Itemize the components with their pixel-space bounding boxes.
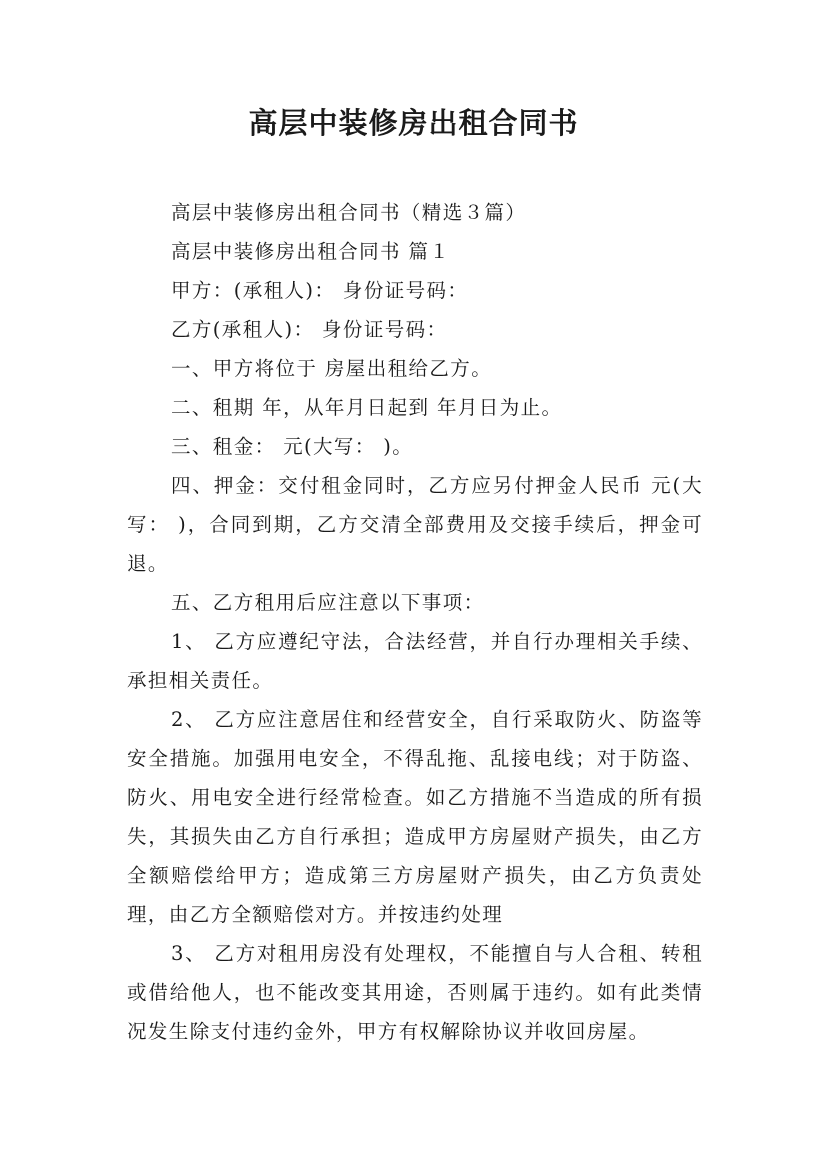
paragraph-section-heading: 高层中装修房出租合同书 篇１	[171, 240, 451, 263]
document-body	[127, 193, 703, 1051]
paragraph-clause-5: 五、乙方租用后应注意以下事项：	[171, 591, 485, 614]
paragraph-item-3: 3、 乙方对租用房没有处理权，不能擅自与人合租、转租或借给他人，也不能改变其用途，否则属于违约。如有此类情况发生除支付违约金外，甲方有权解除协议并收回房屋。	[127, 942, 703, 1043]
paragraph-item-1: 1、 乙方应遵纪守法，合法经营，并自行办理相关手续、承担相关责任。	[127, 630, 703, 692]
paragraph-subtitle: 高层中装修房出租合同书（精选３篇）	[171, 201, 527, 224]
paragraph-party-b: 乙方(承租人)： 身份证号码：	[171, 318, 448, 341]
paragraph-clause-4: 四、押金：交付租金同时，乙方应另付押金人民币 元(大写： )，合同到期，乙方交清全部费用及交接手续后，押金可退。	[127, 474, 703, 575]
document-title: 高层中装修房出租合同书	[248, 106, 579, 140]
paragraph-clause-1: 一、甲方将位于 房屋出租给乙方。	[171, 357, 493, 380]
paragraph-clause-2: 二、租期 年，从年月日起到 年月日为止。	[171, 396, 563, 419]
paragraph-item-2: 2、 乙方应注意居住和经营安全，自行采取防火、防盗等安全措施。加强用电安全，不得乱拖、乱接电线；对于防盗、防火、用电安全进行经常检查。如乙方措施不当造成的所有损失，其损失由乙方自行承担；造成甲方房屋财产损失，由乙方全额赔偿给甲方；造成第三方房屋财产损失，由乙方负责处理，由乙方全额赔偿对方。并按违约处理	[127, 708, 703, 926]
paragraph-party-a: 甲方：(承租人)： 身份证号码：	[171, 279, 469, 302]
paragraph-clause-3: 三、租金： 元(大写： )。	[171, 435, 414, 458]
